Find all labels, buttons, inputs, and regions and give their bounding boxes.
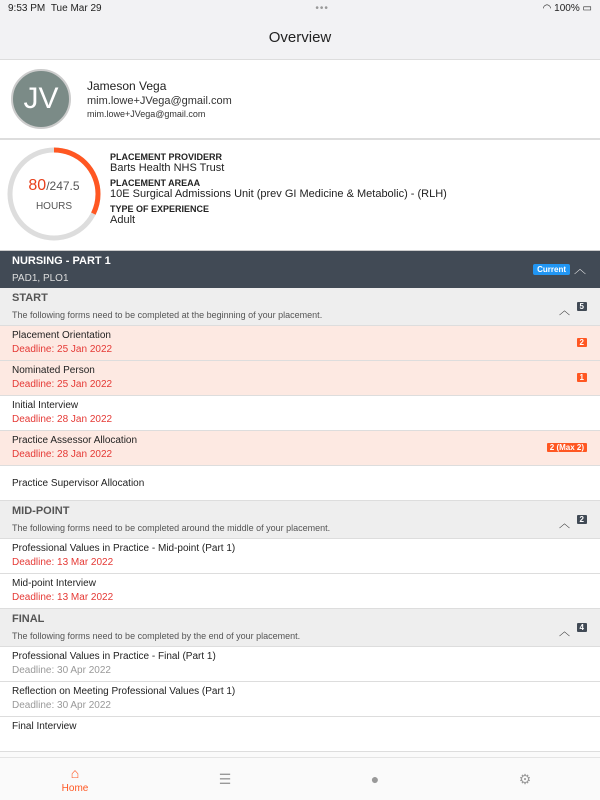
area-value: 10E Surgical Admissions Unit (prev GI Medicine & Metabolic) - (RLH) (110, 188, 447, 200)
form-sections (0, 288, 600, 752)
form-name: Practice Assessor Allocation (12, 435, 138, 446)
hours-completed: 80 (28, 176, 47, 194)
form-name: Placement Orientation (12, 330, 111, 341)
form-name: Final Interview (12, 721, 77, 732)
provider-value: Barts Health NHS Trust (110, 162, 225, 174)
section-header[interactable] (0, 501, 600, 539)
page-title: Overview (0, 16, 600, 60)
placement-summary (0, 140, 600, 251)
form-list-item[interactable] (0, 682, 600, 717)
form-deadline: Deadline: 13 Mar 2022 (12, 557, 114, 568)
part-subtitle: PAD1, PLO1 (12, 273, 69, 284)
form-list-item[interactable] (0, 361, 600, 396)
hours-total: /247.5 (46, 178, 80, 193)
section-description: The following forms need to be completed around the middle of your placement. (12, 523, 331, 533)
wifi-icon: ◠ (542, 2, 552, 14)
nav-settings[interactable] (450, 758, 600, 800)
form-name: Mid-point Interview (12, 578, 96, 589)
form-name: Professional Values in Practice - Mid-point (Part 1) (12, 543, 236, 554)
list-icon: ☰ (218, 770, 232, 787)
provider-label: PLACEMENT PROVIDERR (110, 152, 223, 162)
chevron-up-icon[interactable]: ︿ (573, 262, 586, 276)
nav-home-label: Home (61, 782, 89, 794)
section-title: FINAL (12, 613, 45, 625)
form-deadline: Deadline: 30 Apr 2022 (12, 665, 111, 676)
clock-icon: ● (370, 771, 380, 787)
user-email-secondary: mim.lowe+JVega@gmail.com (87, 109, 206, 119)
form-count-badge: 2 (Max 2) (547, 443, 587, 452)
battery-level: 100% (554, 2, 580, 14)
section-title: MID-POINT (12, 505, 70, 517)
form-list-item[interactable] (0, 574, 600, 609)
form-count-badge: 2 (577, 338, 587, 347)
bottom-nav (0, 757, 600, 800)
hours-label: HOURS (35, 200, 73, 212)
home-icon: ⌂ (70, 764, 80, 781)
form-name: Initial Interview (12, 400, 79, 411)
form-name: Reflection on Meeting Professional Values (Part 1) (12, 686, 236, 697)
status-bar (0, 0, 600, 16)
chevron-up-icon[interactable]: ︿ (559, 518, 570, 530)
battery-icon: ▭ (582, 2, 592, 14)
profile-card (0, 60, 600, 140)
form-list-item[interactable] (0, 466, 600, 501)
area-label: PLACEMENT AREAA (110, 178, 201, 188)
nav-list[interactable] (150, 758, 300, 800)
form-list-item[interactable] (0, 647, 600, 682)
form-list-item[interactable] (0, 717, 600, 752)
form-deadline: Deadline: 25 Jan 2022 (12, 379, 113, 390)
form-deadline: Deadline: 28 Jan 2022 (12, 449, 113, 460)
form-name: Nominated Person (12, 365, 95, 376)
chevron-up-icon[interactable]: ︿ (559, 305, 570, 317)
section-count: 4 (577, 623, 587, 632)
chevron-up-icon[interactable]: ︿ (559, 626, 570, 638)
multitask-dots-icon[interactable]: ••• (315, 2, 329, 14)
form-list-item[interactable] (0, 431, 600, 466)
nav-home[interactable] (0, 758, 150, 800)
form-name: Practice Supervisor Allocation (12, 477, 145, 489)
section-description: The following forms need to be completed by the end of your placement. (12, 631, 301, 641)
current-badge: Current (533, 264, 570, 275)
form-count-badge: 1 (577, 373, 587, 382)
nav-history[interactable] (300, 758, 450, 800)
section-header[interactable] (0, 288, 600, 326)
gear-icon: ⚙ (518, 770, 532, 787)
form-deadline: Deadline: 30 Apr 2022 (12, 700, 111, 711)
status-date: Tue Mar 29 (50, 2, 102, 14)
form-name: Professional Values in Practice - Final (Part 1) (12, 651, 216, 662)
section-title: START (12, 292, 48, 304)
section-header[interactable] (0, 609, 600, 647)
type-label: TYPE OF EXPERIENCE (110, 204, 210, 214)
type-value: Adult (110, 214, 136, 226)
part-title: NURSING - PART 1 (12, 255, 111, 267)
form-deadline: Deadline: 13 Mar 2022 (12, 592, 114, 603)
form-deadline: Deadline: 25 Jan 2022 (12, 344, 113, 355)
form-list-item[interactable] (0, 326, 600, 361)
form-deadline: Deadline: 28 Jan 2022 (12, 414, 113, 425)
user-name: Jameson Vega (87, 79, 167, 93)
section-count: 2 (577, 515, 587, 524)
form-list-item[interactable] (0, 539, 600, 574)
section-count: 5 (577, 302, 587, 311)
section-description: The following forms need to be completed at the beginning of your placement. (12, 310, 323, 320)
user-email: mim.lowe+JVega@gmail.com (87, 95, 232, 107)
form-list-item[interactable] (0, 396, 600, 431)
part-header[interactable] (0, 251, 600, 288)
status-time: 9:53 PM (8, 2, 46, 14)
avatar: JV (11, 69, 71, 129)
